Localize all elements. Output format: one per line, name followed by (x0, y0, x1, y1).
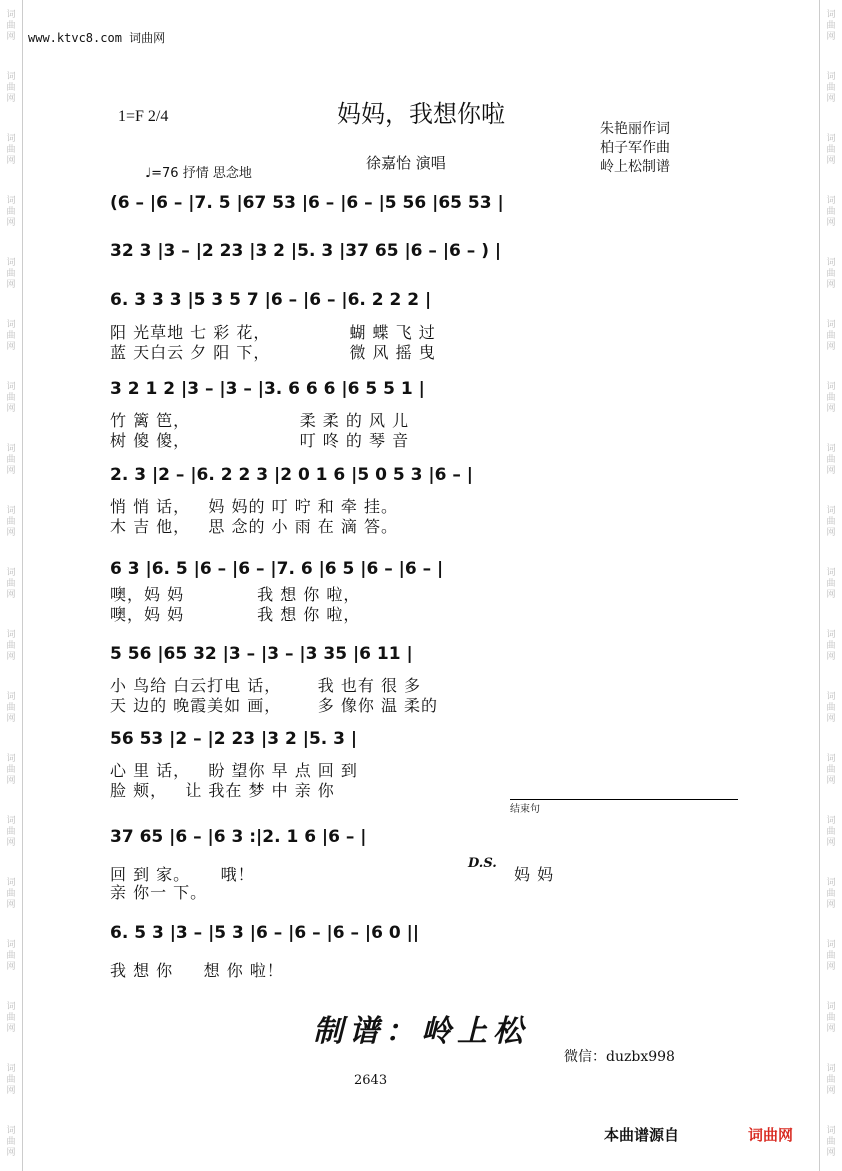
watermark-text: 词 曲 网 (6, 320, 16, 352)
watermark-text: 词 曲 网 (6, 568, 16, 600)
lyric-line: 蓝 天白云 夕 阳 下， 微 风 摇 曳 (110, 343, 436, 362)
notation-row (110, 916, 742, 950)
notation-text: 37 65 |6 – |6 3 :|2. 1 6 |6 – | (110, 827, 367, 847)
notation-row (110, 283, 742, 317)
signature: 制谱：岭上松 (313, 1014, 529, 1049)
watermark-text: 词 曲 网 (826, 754, 836, 786)
watermark-text: 词 曲 网 (826, 630, 836, 662)
notation-text: 6. 3 3 3 |5 3 5 7 |6 – |6 – |6. 2 2 2 | (110, 290, 432, 310)
watermark-text: 词 曲 网 (826, 1064, 836, 1096)
notation-row (110, 186, 742, 220)
notation-row (110, 722, 742, 756)
notation-text: 6 3 |6. 5 |6 – |6 – |7. 6 |6 5 |6 – |6 – | (110, 559, 444, 579)
notation-row (110, 637, 742, 671)
watermark-text: 词 曲 网 (6, 134, 16, 166)
lyricist: 朱艳丽作词 (600, 121, 670, 137)
notation-text: (6 – |6 – |7. 5 |67 53 |6 – |6 – |5 56 |65 53 | (110, 193, 504, 213)
lyric-line: 竹 篱 笆， 柔 柔 的 风 儿 (110, 411, 410, 430)
watermark-text: 词 曲 网 (6, 72, 16, 104)
watermark-text: 词 曲 网 (826, 1002, 836, 1034)
watermark-text: 词 曲 网 (826, 878, 836, 910)
lyric-line: 悄 悄 话， 妈 妈的 叮 咛 和 牵 挂。 (110, 497, 398, 516)
watermark-text: 词 曲 网 (826, 320, 836, 352)
watermark-text: 词 曲 网 (6, 878, 16, 910)
watermark-text: 词 曲 网 (6, 754, 16, 786)
notation-text: 6. 5 3 |3 – |5 3 |6 – |6 – |6 – |6 0 || (110, 923, 420, 943)
watermark-text: 词 曲 网 (6, 258, 16, 290)
watermark-text: 词 曲 网 (826, 196, 836, 228)
notation-text: 2. 3 |2 – |6. 2 2 3 |2 0 1 6 |5 0 5 3 |6 – | (110, 465, 473, 485)
watermark-text: 词 曲 网 (826, 816, 836, 848)
watermark-text: 词 曲 网 (6, 506, 16, 538)
ds-marking: D.S. (468, 856, 497, 871)
notation-text: 32 3 |3 – |2 23 |3 2 |5. 3 |37 65 |6 – |6 – ) | (110, 241, 502, 261)
watermark-text: 词 曲 网 (6, 630, 16, 662)
left-watermark-strip (0, 0, 23, 1171)
arranger: 岭上松制谱 (600, 159, 670, 175)
lyric-line: 脸 颊， 让 我在 梦 中 亲 你 (110, 781, 335, 800)
lyric-line: 噢，妈 妈 我 想 你 啦， (110, 585, 361, 604)
watermark-text: 词 曲 网 (6, 1064, 16, 1096)
notation-text: 3 2 1 2 |3 – |3 – |3. 6 6 6 |6 5 5 1 | (110, 379, 425, 399)
notation-row (110, 372, 742, 406)
notation-text: 56 53 |2 – |2 23 |3 2 |5. 3 | (110, 729, 358, 749)
watermark-text: 词 曲 网 (826, 72, 836, 104)
notation-row (110, 552, 742, 586)
lyric-line: 天 边的 晚霞美如 画， 多 像你 温 柔的 (110, 696, 439, 715)
lyric-line: 我 想 你 想 你 啦！ (110, 961, 284, 980)
watermark-text: 词 曲 网 (826, 692, 836, 724)
watermark-text: 词 曲 网 (6, 816, 16, 848)
lyric-line: 阳 光草地 七 彩 花， 蝴 蝶 飞 过 (110, 323, 436, 342)
lyric-line: 亲 你一 下。 (110, 883, 208, 902)
watermark-text: 词 曲 网 (826, 568, 836, 600)
credits (600, 120, 670, 177)
wechat-id: 微信：duzbx998 (564, 1049, 675, 1065)
watermark-text: 词 曲 网 (6, 692, 16, 724)
notation-row (110, 820, 742, 854)
site-header: www.ktvc8.com 词曲网 (28, 31, 166, 45)
lyric-line: 心 里 话， 盼 望你 早 点 回 到 (110, 761, 358, 780)
watermark-text: 词 曲 网 (826, 382, 836, 414)
notation-text: 5 56 |65 32 |3 – |3 – |3 35 |6 11 | (110, 644, 413, 664)
watermark-text: 词 曲 网 (826, 506, 836, 538)
composer: 柏子军作曲 (600, 140, 670, 156)
watermark-text: 词 曲 网 (826, 940, 836, 972)
source-label: 本曲谱源自 (604, 1126, 680, 1144)
watermark-text: 词 曲 网 (6, 382, 16, 414)
tempo-marking: ♩=76 抒情 思念地 (145, 166, 252, 181)
watermark-text: 词 曲 网 (6, 444, 16, 476)
song-title: 妈妈，我想你啦 (337, 100, 505, 128)
lyric-line: 小 鸟给 白云打电 话， 我 也有 很 多 (110, 676, 422, 695)
watermark-text: 词 曲 网 (6, 196, 16, 228)
lyric-line: 树 傻 傻， 叮 咚 的 琴 音 (110, 431, 410, 450)
lyric-line: 回 到 家。 哦！ (110, 865, 255, 884)
watermark-text: 词 曲 网 (6, 940, 16, 972)
ending-lyric: 妈 妈 (514, 865, 555, 884)
ending-label: 结束句 (510, 799, 738, 815)
notation-row (110, 458, 742, 492)
right-watermark-strip (819, 0, 842, 1171)
singer: 徐嘉怡 演唱 (366, 154, 446, 172)
watermark-text: 词 曲 网 (6, 1002, 16, 1034)
lyric-line: 木 吉 他， 思 念的 小 雨 在 滴 答。 (110, 517, 398, 536)
watermark-text: 词 曲 网 (826, 1126, 836, 1158)
notation-row (110, 234, 742, 268)
key-signature: 1=F 2/4 (118, 108, 169, 125)
lyric-line: 噢，妈 妈 我 想 你 啦， (110, 605, 361, 624)
watermark-text: 词 曲 网 (826, 10, 836, 42)
watermark-text: 词 曲 网 (826, 258, 836, 290)
watermark-text: 词 曲 网 (826, 134, 836, 166)
watermark-text: 词 曲 网 (826, 444, 836, 476)
watermark-text: 词 曲 网 (6, 1126, 16, 1158)
watermark-text: 词 曲 网 (6, 10, 16, 42)
score-number: 2643 (354, 1073, 388, 1088)
source-brand: 词曲网 (748, 1126, 794, 1144)
